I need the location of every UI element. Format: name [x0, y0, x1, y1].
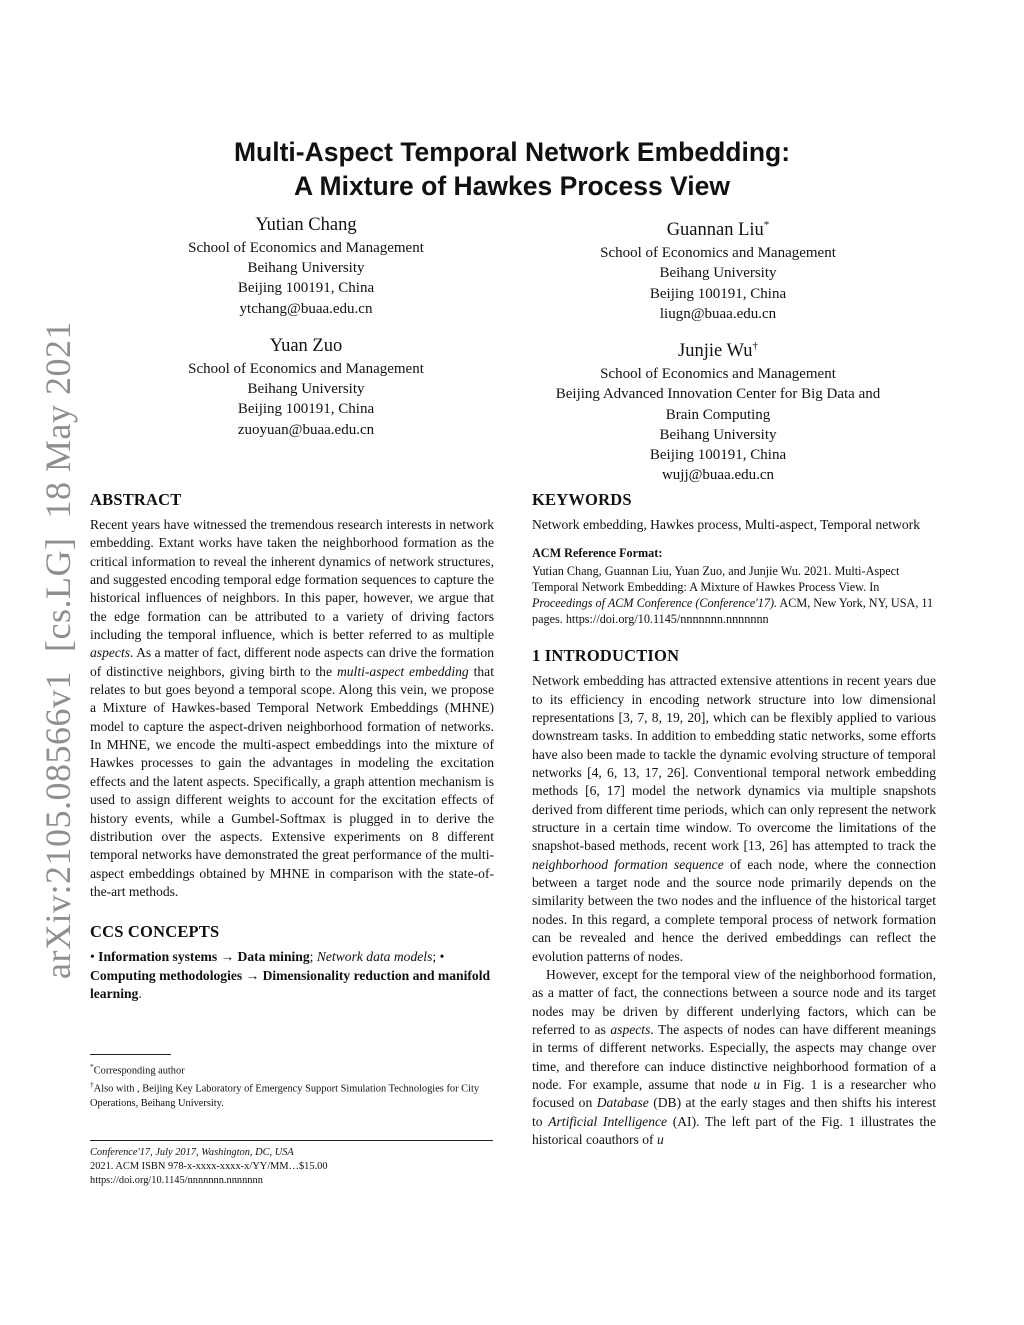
ccs-body: • Information systems → Data mining; Network data models; • Computing methodologies → Dimensionality reduction and manifold learning.	[90, 949, 491, 1001]
author-email: wujj@buaa.edu.cn	[661, 467, 775, 484]
corresponding-mark: *	[763, 219, 770, 231]
introduction-body: Network embedding has attracted extensive attentions in recent years due to its efficiency in encoding network structure into low dimensional representations [3, 7, 8, 19, 20], which can be flexibly applied to various downstream tasks. In addition to embedding static networks, some efforts have also been made to tackle the dynamic evolving structure of temporal networks [4, 6, 13, 17, 26]. Conventional temporal network embedding methods [6, 17] model the network dynamics via multiple snapshots derived from different time periods, which can only represent the network structure in a certain time window. To overcome the limitations of the snapshot-based methods, recent work [13, 26] has attempted to track the neighborhood formation sequence of each node, where the connection between a target node and the source node primarily depends on the similarity between the two nodes and the influence of the historical target nodes. In this regard, a complete temporal process of network formation can be revealed and hence the derived embeddings can reflect the evolution patterns of nodes. However, except for the temporal view of the neighborhood formation, as a matter of fact, the connections between a source node and its target nodes may be driven by different underlying factors, which can be referred to as aspects. The aspects of nodes can have different meanings in terms of different networks. Especially, the aspects may change over time, and therefore can induce distinctive neighborhood formation of a node. For example, assume that node u in Fig. 1 is a researcher who focused on Database (DB) at the early stages and then shifts his interest to Artificial Intelligence (AI). The left part of the Fig. 1 illustrates the historical coauthors of u	[532, 673, 937, 1147]
conference-rule	[90, 1140, 493, 1141]
author-block-1	[156, 213, 456, 319]
title-line-1: Multi-Aspect Temporal Network Embedding:	[233, 137, 791, 167]
dagger-mark: †	[752, 340, 758, 352]
author-affiliation: School of Economics and Management Beihang University Beijing 100191, China liugn@buaa.edu.cn	[568, 243, 868, 324]
author-block-2	[568, 213, 868, 324]
conference-doi: https://doi.org/10.1145/nnnnnnn.nnnnnnn	[90, 1174, 263, 1186]
author-name: Yuan Zuo	[269, 336, 343, 356]
author-email: liugn@buaa.edu.cn	[659, 305, 777, 322]
arxiv-category: [cs.LG]	[38, 537, 78, 652]
acm-reference-heading: ACM Reference Format:	[532, 546, 663, 561]
footnote-corresponding: *Corresponding author	[90, 1062, 185, 1077]
author-affiliation: School of Economics and Management Beihang University Beijing 100191, China ytchang@buaa.edu.cn	[156, 238, 456, 319]
conference-info	[90, 1146, 494, 1187]
author-block-4	[518, 334, 918, 485]
abstract-heading: ABSTRACT	[90, 490, 182, 509]
author-affiliation: School of Economics and Management Beijing Advanced Innovation Center for Big Data and Brain Computing Beihang University Beijing 100191, China wujj@buaa.edu.cn	[518, 364, 918, 485]
arxiv-id: arXiv:2105.08566v1	[38, 670, 78, 979]
paper-title	[0, 135, 1024, 203]
arxiv-date: 18 May 2021	[38, 321, 78, 519]
keywords-body: Network embedding, Hawkes process, Multi-aspect, Temporal network	[532, 517, 921, 532]
author-name: Junjie Wu†	[678, 340, 758, 362]
introduction-heading: 1 INTRODUCTION	[532, 646, 680, 666]
author-email: ytchang@buaa.edu.cn	[239, 300, 373, 317]
acm-reference: ACM Reference Format: Yutian Chang, Guannan Liu, Yuan Zuo, and Junjie Wu. 2021. Multi-Aspect Temporal Network Embedding: A Mixture of Hawkes Process View. In Proceedings of ACM Conference (Conference'17). ACM, New York, NY, USA, 11 pages. https://doi.org/10.1145/nnnnnnn.nnnnnnn	[532, 545, 936, 627]
author-name: Yutian Chang	[255, 215, 357, 235]
left-column	[90, 489, 494, 1003]
abstract-body: Recent years have witnessed the tremendous research interests in network embedding. Extant works have taken the neighborhood formation as the critical information to reveal the inherent dynamics of network structures, and suggested encoding temporal edge formation sequences to capture the historical influences of neighbors. In this paper, however, we argue that the edge formation can be attributed to a variety of driving factors including the temporal influence, which is better referred to as multiple aspects. As a matter of fact, different node aspects can drive the formation of distinctive neighbors, giving birth to the multi-aspect embedding that relates to but goes beyond a temporal scope. Along this vein, we propose a Mixture of Hawkes-based Temporal Network Embeddings (MHNE) model to capture the aspect-driven neighborhood formation of networks. In MHNE, we encode the multi-aspect embeddings into the mixture of Hawkes processes to gain the advantages in modeling the excitation effects and the latent aspects. Specifically, a graph attention mechanism is used to assign different weights to account for the excitation effects of history events, while a Gumbel-Softmax is plugged in to derive the distribution over the aspects. Extensive experiments on 8 different temporal networks have demonstrated the great performance of the multi-aspect embeddings obtained by MHNE in comparison with the state-of-the-art methods.	[90, 517, 494, 899]
footnote-rule	[90, 1054, 171, 1055]
title-line-2: A Mixture of Hawkes Process View	[294, 171, 730, 201]
conference-isbn: 2021. ACM ISBN 978-x-xxxx-xxxx-x/YY/MM…$15.00	[90, 1160, 328, 1172]
author-affiliation: School of Economics and Management Beihang University Beijing 100191, China zuoyuan@buaa.edu.cn	[156, 359, 456, 440]
author-email: zuoyuan@buaa.edu.cn	[237, 421, 375, 438]
keywords-heading: KEYWORDS	[532, 490, 632, 509]
footnotes	[90, 1060, 494, 1111]
author-block-3	[156, 334, 456, 440]
conference-venue: Conference'17, July 2017, Washington, DC, USA	[90, 1147, 294, 1158]
ccs-heading: CCS CONCEPTS	[90, 922, 220, 942]
right-column	[532, 489, 936, 1149]
footnote-affiliation: †Also with , Beijing Key Laboratory of Emergency Support Simulation Technologies for City Operations, Beihang University.	[90, 1080, 480, 1109]
arxiv-stamp	[37, 321, 79, 979]
author-name: Guannan Liu*	[666, 219, 770, 241]
